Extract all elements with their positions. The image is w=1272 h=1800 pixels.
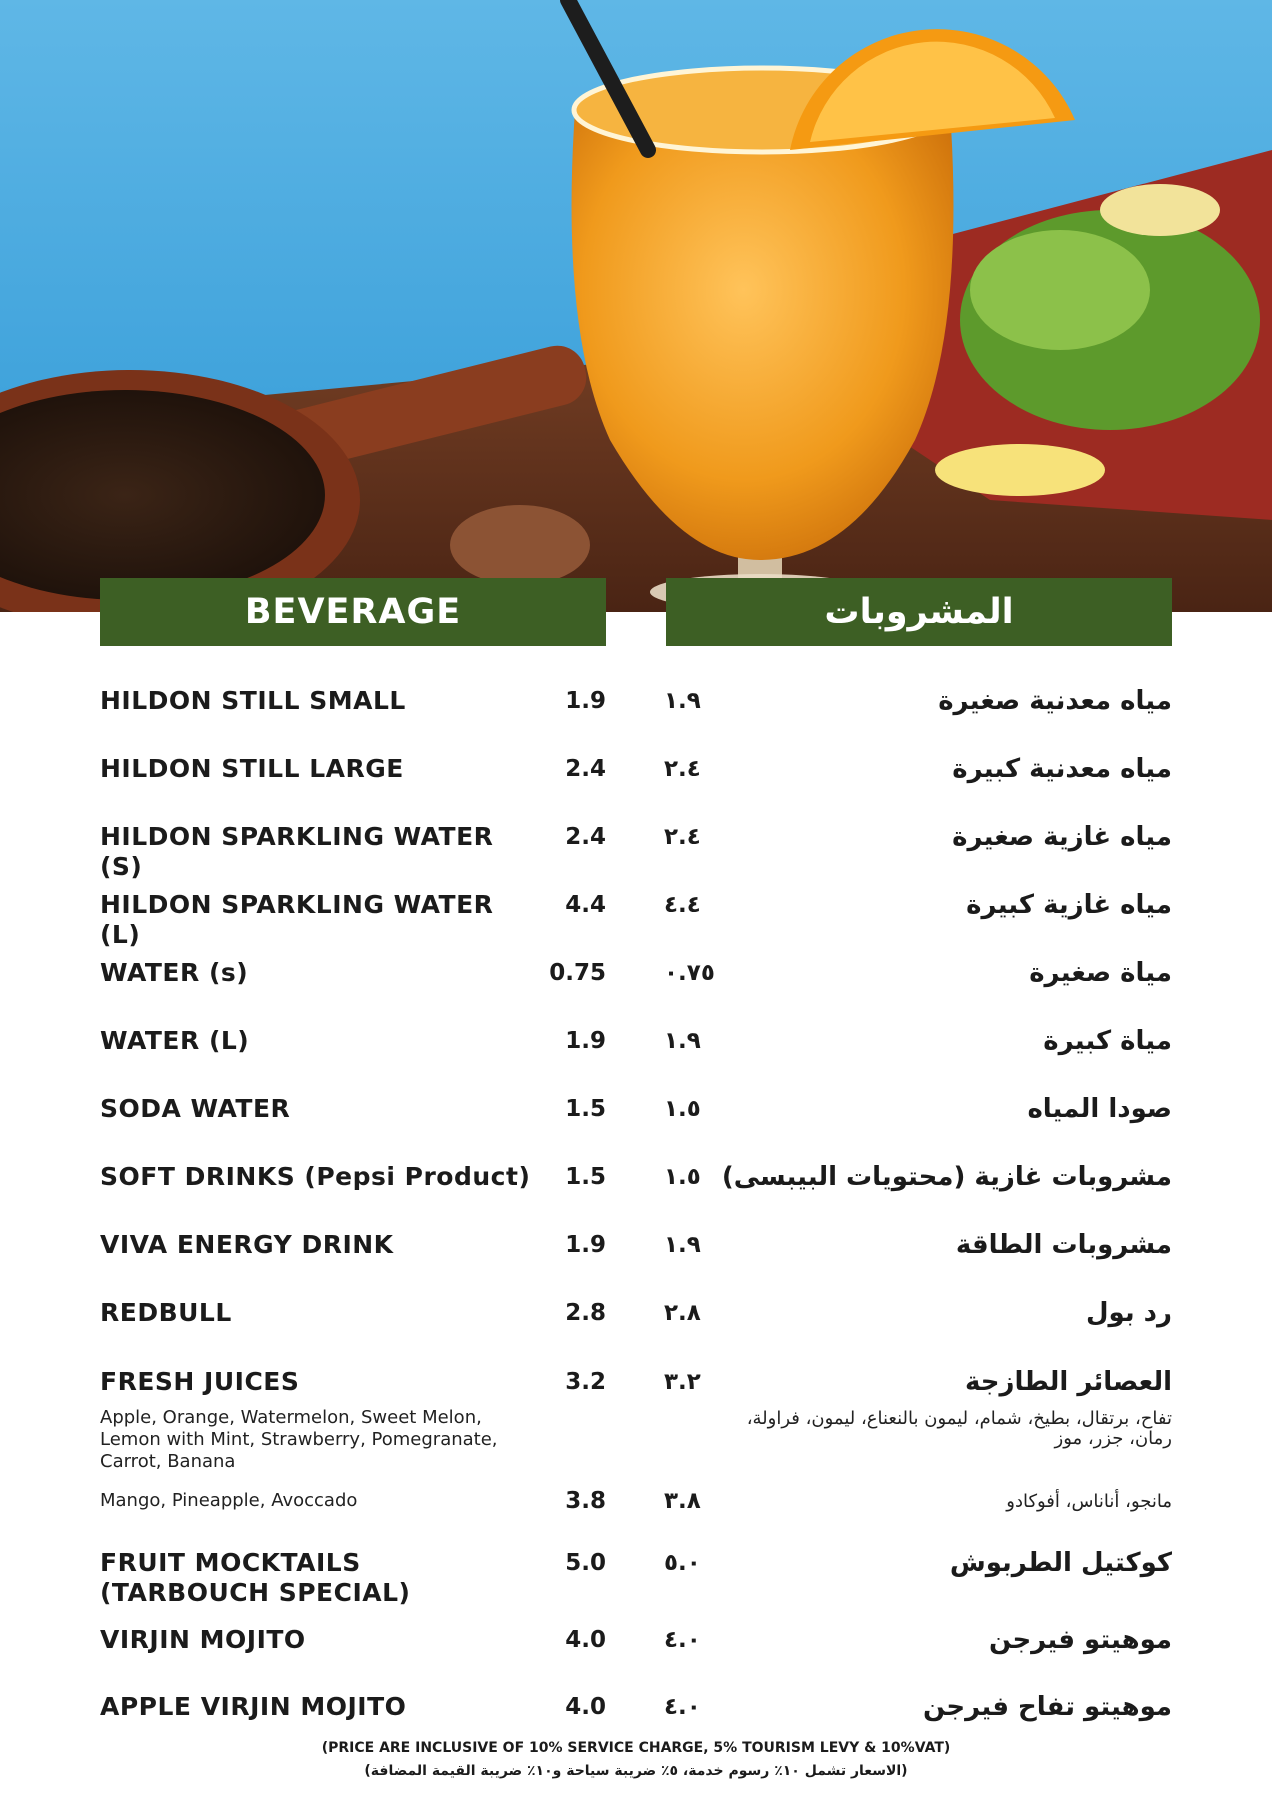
item-price-ar: ١.٩ [664,688,701,714]
fresh-juices-list-en: Apple, Orange, Watermelon, Sweet Melon, Lemon with Mint, Strawberry, Pomegranate, Carrot, Banana [100,1407,498,1472]
item-price-en: 1.9 [565,1232,606,1258]
lemon-slice-top [1100,184,1220,236]
footer-note-ar: (الاسعار تشمل ١٠٪ رسوم خدمة، ٥٪ ضريبة سياحة و١٠٪ ضريبة القيمة المضافة) [364,1763,908,1779]
item-price-ar: ١.٩ [664,1232,701,1258]
item-name-en: SODA WATER [100,1094,291,1123]
item-price-en: 3.2 [565,1369,606,1395]
item-name-ar: مشروبات غازية (محتويات البيبسى) [721,1162,1172,1192]
item-price-ar: ٢.٤ [664,756,701,782]
item-price-en: 2.8 [565,1300,606,1326]
item-price-ar: ٢.٤ [664,824,701,850]
item-price-ar: ١.٩ [664,1028,701,1054]
item-name-ar: مياه معدنية صغيرة [938,686,1172,716]
beverage-banner-ar [666,578,1172,646]
item-price-en: 4.0 [565,1694,606,1720]
item-name-ar: موهيتو تفاح فيرجن [923,1692,1172,1722]
item-name-en: HILDON STILL LARGE [100,754,404,783]
item-name-en: HILDON SPARKLING WATER (L) [100,890,494,949]
item-name-ar: صودا المياه [1027,1094,1172,1124]
item-name-en: WATER (L) [100,1026,250,1055]
premium-price-ar: ٣.٨ [664,1488,701,1514]
item-name-en: VIRJIN MOJITO [100,1625,306,1654]
item-name-ar: مياه غازية كبيرة [966,890,1172,920]
item-name-en: FRUIT MOCKTAILS (TARBOUCH SPECIAL) [100,1548,411,1607]
item-name-ar: العصائر الطازجة [965,1367,1172,1397]
item-price-ar: ٥.٠ [664,1550,701,1576]
item-name-ar: مياه معدنية كبيرة [952,754,1172,784]
premium-juices-en: Mango, Pineapple, Avoccado [100,1490,358,1511]
item-name-ar: رد بول [1086,1298,1172,1328]
premium-price-en: 3.8 [565,1488,606,1514]
item-price-ar: ٤.٤ [664,892,701,918]
item-price-ar: ٣.٢ [664,1369,701,1395]
item-name-ar: مياة صغيرة [1029,958,1172,988]
item-price-en: 5.0 [565,1550,606,1576]
item-price-ar: ٤.٠ [664,1694,701,1720]
item-price-ar: ١.٥ [664,1164,701,1190]
item-price-ar: ٠.٧٥ [664,960,715,986]
item-name-en: REDBULL [100,1298,232,1327]
item-price-ar: ٤.٠ [664,1627,701,1653]
item-price-en: 1.5 [565,1164,606,1190]
item-price-en: 0.75 [549,960,606,986]
item-name-ar: مياة كبيرة [1043,1026,1172,1056]
item-price-en: 1.9 [565,1028,606,1054]
item-name-en: WATER (s) [100,958,249,987]
fresh-juices-list-ar: تفاح، برتقال، بطيخ، شمام، ليمون بالنعناع، ليمون، فراولة، رمان، جزر، موز [746,1408,1172,1449]
lemon-slice-bottom [935,444,1105,496]
item-name-en: APPLE VIRJIN MOJITO [100,1692,407,1721]
item-name-en: VIVA ENERGY DRINK [100,1230,394,1259]
item-name-ar: مياه غازية صغيرة [952,822,1172,852]
item-price-ar: ٢.٨ [664,1300,701,1326]
item-price-en: 4.0 [565,1627,606,1653]
item-price-ar: ١.٥ [664,1096,701,1122]
footer-note-en: (PRICE ARE INCLUSIVE OF 10% SERVICE CHARGE, 5% TOURISM LEVY & 10%VAT) [321,1740,951,1756]
salad-highlight [970,230,1150,350]
item-name-ar: كوكتيل الطربوش [949,1548,1172,1578]
beverage-banner-en [100,578,606,646]
item-name-en: SOFT DRINKS (Pepsi Product) [100,1162,531,1191]
item-name-en: FRESH JUICES [100,1367,300,1396]
item-price-en: 4.4 [565,892,606,918]
hero-photo [0,0,1272,612]
item-name-ar: مشروبات الطاقة [955,1230,1172,1260]
wooden-coaster [450,505,590,585]
item-name-en: HILDON SPARKLING WATER (S) [100,822,494,881]
item-price-en: 1.9 [565,688,606,714]
premium-juices-ar: مانجو، أناناس، أفوكادو [1006,1491,1172,1512]
title-en: BEVERAGE [244,592,462,632]
item-price-en: 2.4 [565,756,606,782]
hero-illustration [0,0,1272,612]
item-price-en: 2.4 [565,824,606,850]
item-name-ar: موهيتو فيرجن [989,1625,1172,1655]
title-ar: المشروبات [824,592,1014,632]
item-price-en: 1.5 [565,1096,606,1122]
item-name-en: HILDON STILL SMALL [100,686,406,715]
